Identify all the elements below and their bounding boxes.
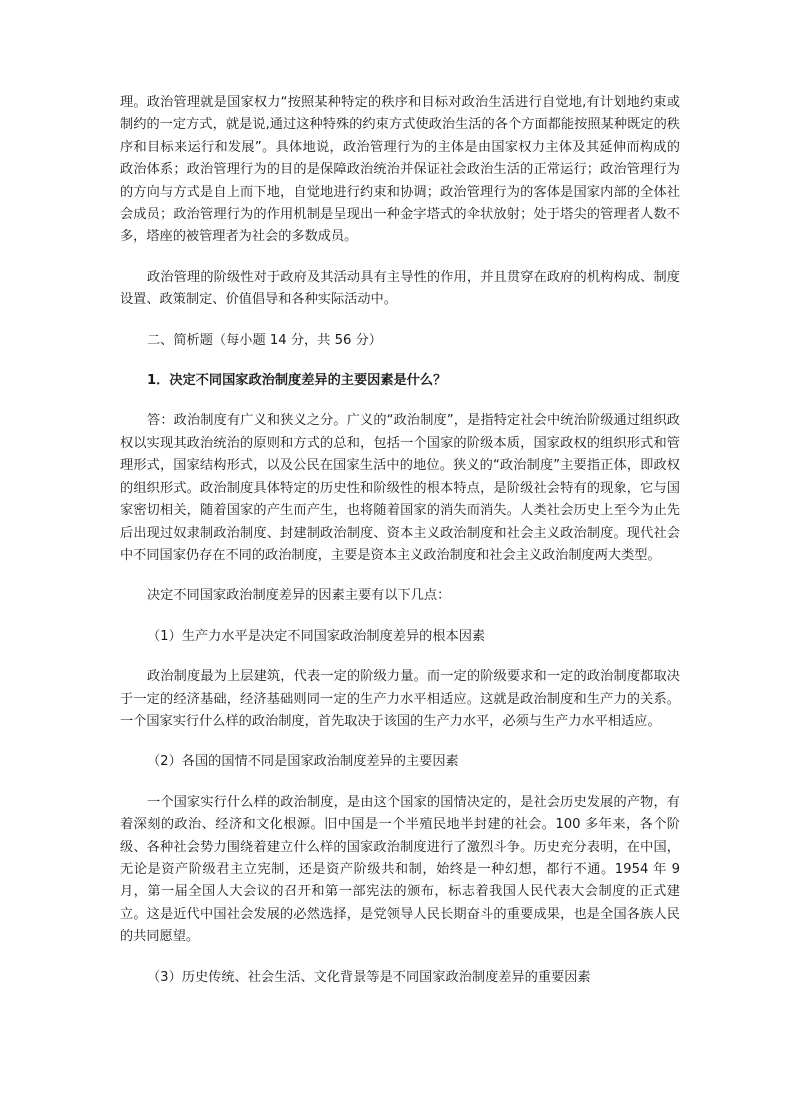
spacer [120, 648, 680, 666]
spacer [120, 352, 680, 370]
factor-3-title: （3）历史传统、社会生活、文化背景等是不同国家政治制度差异的重要因素 [147, 969, 591, 985]
paragraph-political-management: 理。政治管理就是国家权力“按照某种特定的秩序和目标对政治生活进行自觉地,有计划地约束或制约的一定方式，就是说,通过这种特殊的约束方式使政治生活的各个方面都能按照某种既定的秩序和目标来运行和发展”。具体地说，政治管理行为的主体是由国家权力主体及其延伸而构成的政治体系；政治管理行为的目的是保障政治统治并保证社会政治生活的正常运行；政治管理行为的方向与方式是自上而下地，自觉地进行约束和协调；政治管理行为的客体是国家内部的全体社会成员；政治管理行为的作用机制是呈现出一种金字塔式的伞状放射；处于塔尖的管理者人数不多，塔座的被管理者为社会的多数成员。 [120, 95, 680, 245]
spacer [120, 774, 680, 792]
spacer [120, 608, 680, 626]
spacer [120, 392, 680, 410]
factor-2-body: 一个国家实行什么样的政治制度，是由这个国家的国情决定的，是社会历史发展的产物，有着深刻的政治、经济和文化根源。旧中国是一个半殖民地半封建的社会。100 多年来，各个阶级、各种社会势力围绕着建立什么样的国家政治制度进行了激烈斗争。历史充分表明，在中国，无论是资产阶级君主立宪制，还是资产阶级共和制，始终是一种幻想，都行不通。1954 年 9 月，第一届全国人大会议的召开和第一部宪法的颁布，标志着我国人民代表大会制度的正式建立。这是近代中国社会发展的必然选择，是党领导人民长期奋斗的重要成果，也是全国各族人民的共同愿望。 [120, 794, 680, 945]
spacer [120, 733, 680, 751]
factor-2-title: （2）各国的国情不同是国家政治制度差异的主要因素 [147, 754, 459, 770]
spacer [120, 567, 680, 585]
section-title: 二、简析题（每小题 14 分，共 56 分） [147, 332, 382, 348]
document-page [120, 92, 680, 989]
spacer [120, 949, 680, 967]
spacer [120, 249, 680, 267]
factor-1-body: 政治制度最为上层建筑，代表一定的阶级力量。而一定的阶级要求和一定的政治制度都取决于一定的经济基础，经济基础则同一定的生产力水平相适应。这就是政治制度和生产力的关系。一个国家实行什么样的政治制度，首先取决于该国的生产力水平，必须与生产力水平相适应。 [120, 669, 680, 729]
factor-1-title: （1）生产力水平是决定不同国家政治制度差异的根本因素 [147, 628, 486, 644]
spacer [120, 312, 680, 330]
question-title: 1．决定不同国家政治制度差异的主要因素是什么？ [147, 373, 447, 389]
paragraph-class-nature: 政治管理的阶级性对于政府及其活动具有主导性的作用，并且贯穿在政府的机构构成、制度设置、政策制定、价值倡导和各种实际活动中。 [120, 269, 680, 308]
factors-intro: 决定不同国家政治制度差异的因素主要有以下几点： [147, 588, 451, 604]
answer-paragraph: 答：政治制度有广义和狭义之分。广义的“政治制度”，是指特定社会中统治阶级通过组织政权以实现其政治统治的原则和方式的总和，包括一个国家的阶级本质，国家政权的组织形式和管理形式，国家结构形式，以及公民在国家生活中的地位。狭义的“政治制度”主要指正体，即政权的组织形式。政治制度具体特定的历史性和阶级性的根本特点，是阶级社会特有的现象，它与国家密切相关，随着国家的产生而产生，也将随着国家的消失而消失。人类社会历史上至今为止先后出现过奴隶制政治制度、封建制政治制度、资本主义政治制度和社会主义政治制度。现代社会中不同国家仍存在不同的政治制度，主要是资本主义政治制度和社会主义政治制度两大类型。 [120, 413, 680, 563]
